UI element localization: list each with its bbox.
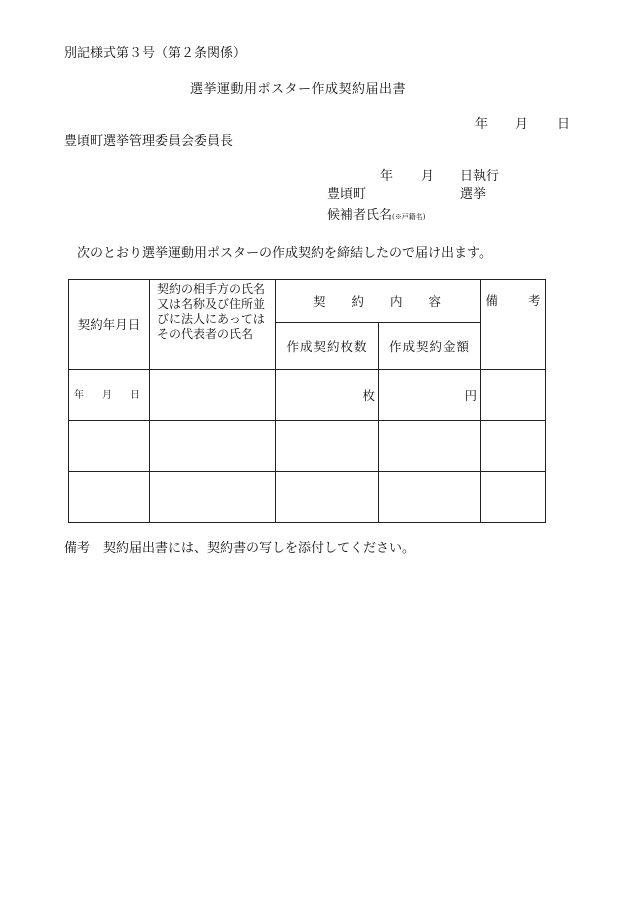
- row-quantity[interactable]: 枚: [276, 370, 379, 421]
- form-number: 別記様式第３号（第２条関係）: [64, 46, 247, 61]
- submission-month: 月: [515, 117, 529, 132]
- row-amount[interactable]: [379, 421, 481, 472]
- row-date[interactable]: [69, 421, 150, 472]
- row-counterparty[interactable]: [150, 421, 276, 472]
- table-row: [69, 472, 546, 523]
- row-quantity[interactable]: [276, 472, 379, 523]
- row-counterparty[interactable]: [150, 370, 276, 421]
- header-quantity: 作成契約枚数: [276, 323, 379, 370]
- town-name: 豊頃町: [327, 187, 367, 202]
- header-counterparty: 契約の相手方の氏名又は名称及び住所並びに法人にあってはその代表者の氏名: [150, 280, 276, 370]
- statement: 次のとおり選挙運動用ポスターの作成契約を締結したので届け出ます。: [77, 246, 492, 261]
- row-remarks[interactable]: [481, 472, 546, 523]
- header-contract-contents: 契 約 内 容: [276, 280, 481, 323]
- addressee: 豊頃町選挙管理委員会委員長: [64, 134, 234, 149]
- family-register-note: (※戸籍名): [392, 213, 426, 221]
- row-quantity[interactable]: [276, 421, 379, 472]
- submission-day: 日: [557, 117, 571, 132]
- row-date[interactable]: [69, 472, 150, 523]
- election-label: 選挙: [460, 187, 487, 202]
- election-year: 年: [380, 169, 394, 184]
- row-remarks[interactable]: [481, 370, 546, 421]
- election-month: 月: [421, 169, 435, 184]
- candidate-name-text: 候補者氏名: [327, 208, 393, 223]
- submission-year: 年: [475, 117, 489, 132]
- election-day: 日執行: [460, 169, 500, 184]
- header-amount: 作成契約金額: [379, 323, 481, 370]
- row-counterparty[interactable]: [150, 472, 276, 523]
- header-remarks: 備 考: [481, 280, 546, 370]
- row-amount[interactable]: [379, 472, 481, 523]
- row-remarks[interactable]: [481, 421, 546, 472]
- contract-table: [68, 279, 546, 523]
- table-row: [69, 421, 546, 472]
- row-date: 年 月 日: [69, 370, 150, 421]
- table-row: [69, 370, 546, 421]
- row-amount[interactable]: 円: [379, 370, 481, 421]
- footnote: 備考 契約届出書には、契約書の写しを添付してください。: [64, 541, 416, 556]
- header-contract-date: 契約年月日: [69, 280, 150, 370]
- candidate-name-label: [327, 208, 425, 225]
- document-title: 選挙運動用ポスター作成契約届出書: [190, 82, 407, 97]
